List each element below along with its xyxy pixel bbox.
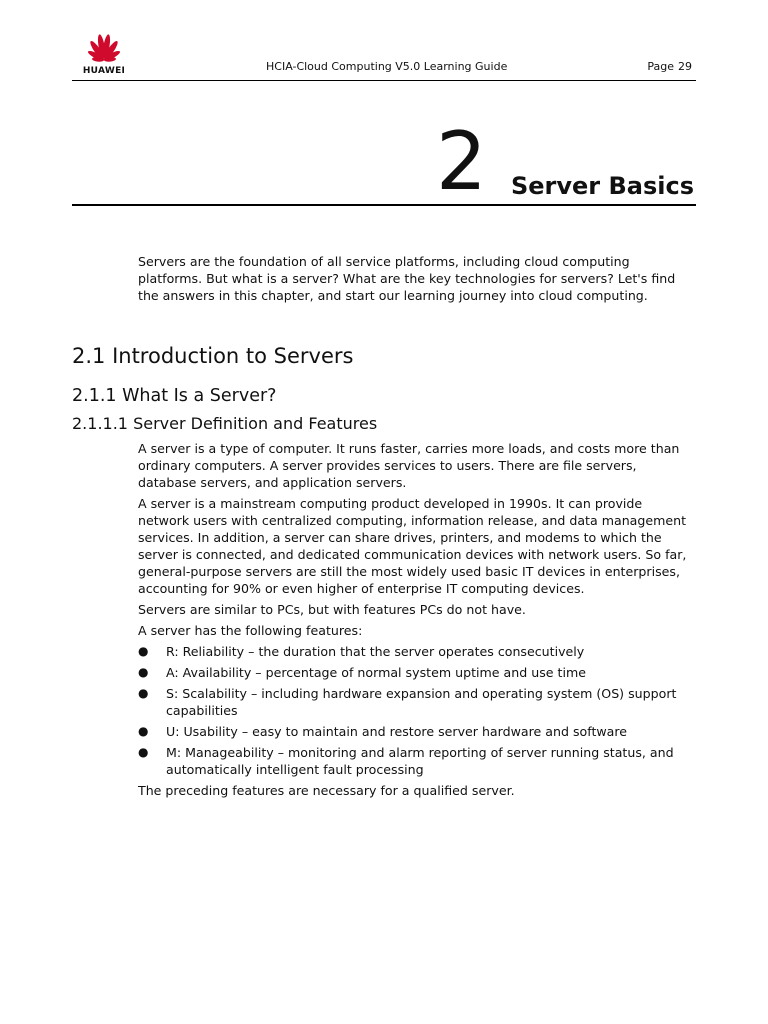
list-item (138, 664, 694, 681)
list-item-text: U: Usability – easy to maintain and restore server hardware and software (166, 724, 628, 739)
section-content (138, 440, 694, 803)
bullet-icon: ● (138, 686, 149, 700)
bullet-icon: ● (138, 644, 149, 658)
bullet-icon: ● (138, 745, 149, 759)
paragraph: A server has the following features: (138, 623, 363, 638)
feature-list (138, 643, 694, 778)
list-item (138, 685, 694, 719)
section-heading-2-1-1-1: 2.1.1.1 Server Definition and Features (72, 414, 378, 433)
chapter-number: 2 (436, 115, 487, 208)
document-title: HCIA-Cloud Computing V5.0 Learning Guide (266, 60, 508, 73)
paragraph: A server is a type of computer. It runs faster, carries more loads, and costs more than ordinary computers. A server provides services to users. There are file servers, database servers, and application servers. (138, 441, 680, 490)
paragraph: A server is a mainstream computing product developed in 1990s. It can provide network users with centralized computing, information release, and data management services. In addition, a server can share drives, printers, and modems to which the server is connected, and dedicated communication devices with network users. So far, general-purpose servers are still the most widely used basic IT devices in enterprises, accounting for 90% or even higher of enterprise IT computing devices. (138, 496, 687, 596)
chapter-divider (72, 204, 696, 206)
paragraph: Servers are similar to PCs, but with features PCs do not have. (138, 602, 526, 617)
huawei-logo (72, 32, 136, 78)
chapter-title: Server Basics (510, 172, 694, 200)
page-label: Page (647, 60, 674, 73)
page-number: 29 (678, 60, 692, 73)
section-heading-2-1-1: 2.1.1 What Is a Server? (72, 386, 277, 406)
bullet-icon: ● (138, 665, 149, 679)
logo-wordmark: HUAWEI (82, 66, 126, 76)
closing-paragraph: The preceding features are necessary for a qualified server. (138, 783, 515, 798)
list-item-text: A: Availability – percentage of normal system uptime and use time (166, 665, 586, 680)
page-number-label (643, 60, 692, 73)
bullet-icon: ● (138, 724, 149, 738)
section-heading-2-1: 2.1 Introduction to Servers (72, 344, 354, 368)
list-item (138, 723, 694, 740)
huawei-petals-icon (86, 32, 122, 64)
page-header (72, 26, 696, 81)
chapter-intro: Servers are the foundation of all service platforms, including cloud computing platforms. But what is a server? What are the key technologies for servers? Let's find the answers in this chapter, and start our learning journey into cloud computing. (138, 254, 676, 303)
list-item (138, 643, 694, 660)
list-item-text: R: Reliability – the duration that the server operates consecutively (166, 644, 585, 659)
list-item (138, 744, 694, 778)
list-item-text: M: Manageability – monitoring and alarm reporting of server running status, and automatically intelligent fault processing (166, 745, 674, 777)
list-item-text: S: Scalability – including hardware expansion and operating system (OS) support capabilities (166, 686, 677, 718)
